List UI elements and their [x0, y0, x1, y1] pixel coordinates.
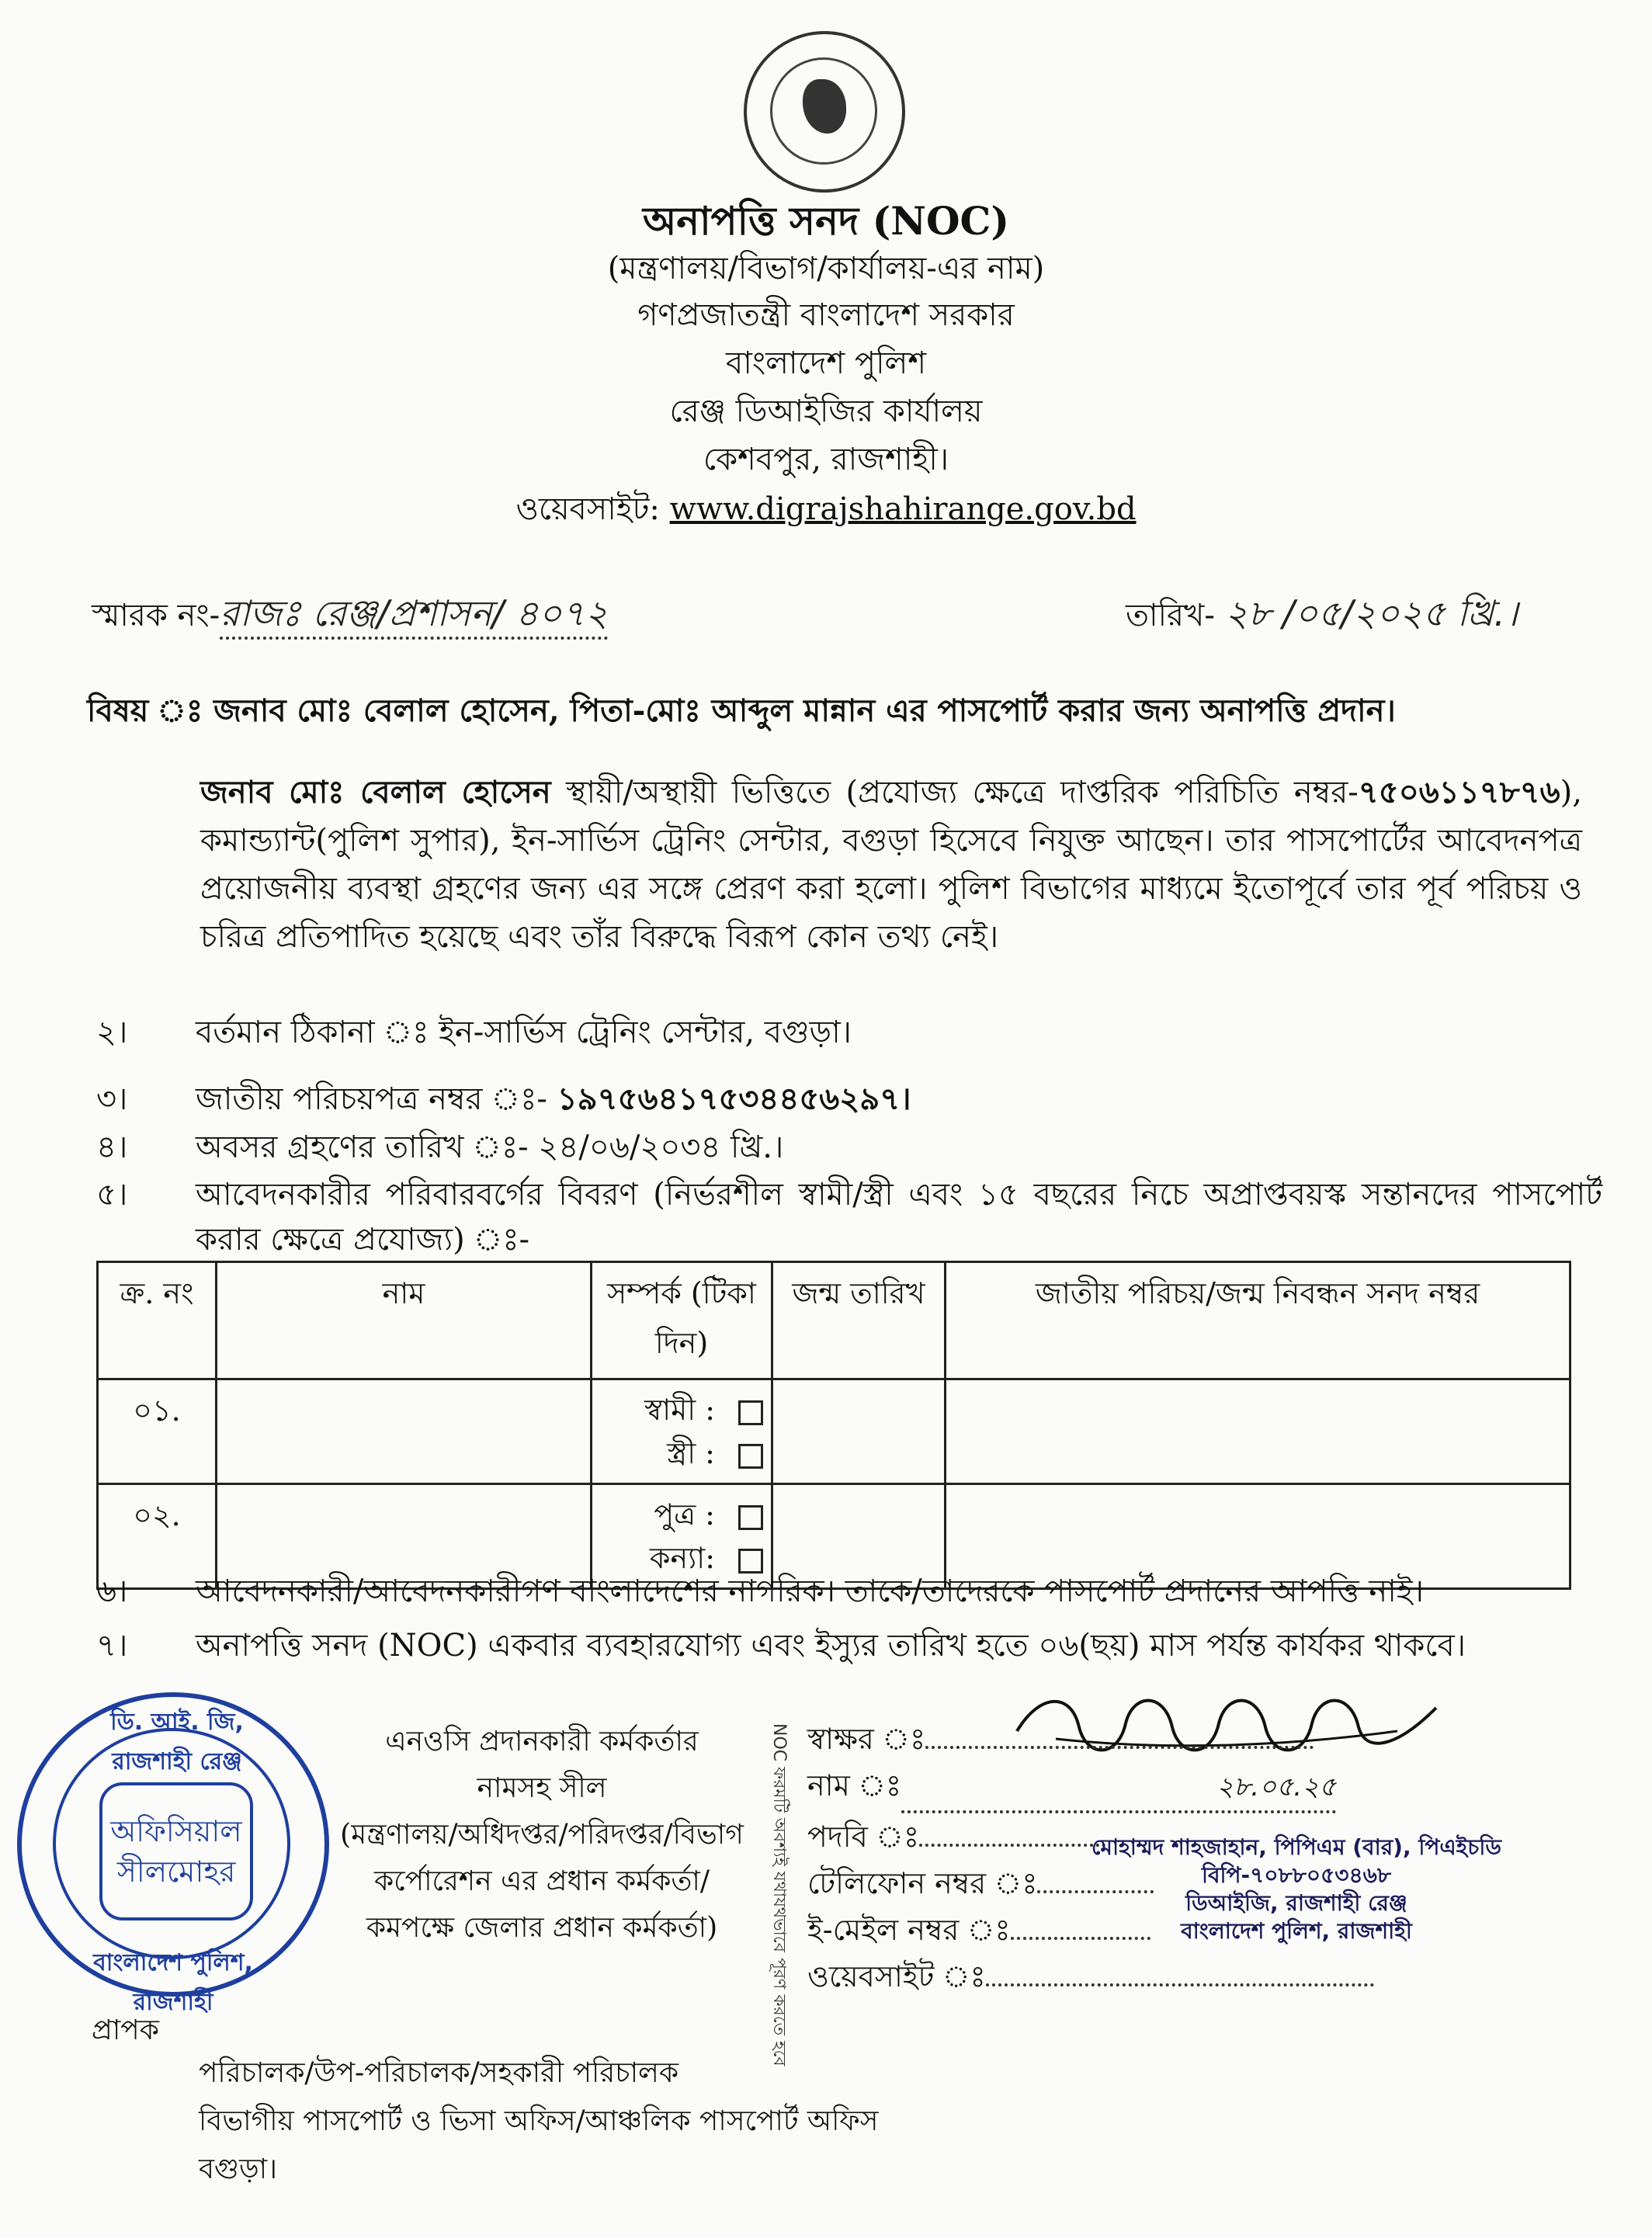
- officer-note-line: (মন্ত্রণালয়/অধিদপ্তর/পরিদপ্তর/বিভাগ: [340, 1819, 744, 1851]
- row-nid-cell[interactable]: [946, 1379, 1570, 1484]
- memo-label: স্মারক নং-: [92, 598, 220, 633]
- item-text: আবেদনকারী/আবেদনকারীগণ বাংলাদেশের নাগরিক। তাকে/তাদেরকে পাসপোর্ট প্রদানের আপত্তি নাই।: [196, 1574, 1425, 1609]
- field-label: পদবি ঃ: [807, 1820, 920, 1854]
- recipient-line: বিভাগীয় পাসপোর্ট ও ভিসা অফিস/আঞ্চলিক পাসপোর্ট অফিস: [199, 2105, 879, 2137]
- relation-label: কন্যা:: [649, 1541, 715, 1575]
- field-value[interactable]: ২৮.০৫.২৫: [901, 1764, 1336, 1813]
- field-signature: [807, 1716, 1646, 1762]
- officer-name-seal: [1079, 1834, 1514, 1945]
- stamp-center: [99, 1782, 253, 1921]
- checkbox[interactable]: [738, 1400, 763, 1425]
- stamp-text-line-2: সীলমোহর: [116, 1855, 236, 1889]
- item-6: [96, 1568, 1618, 1615]
- field-label: ই-মেইল নম্বর ঃ: [807, 1913, 1011, 1947]
- body-paragraph: [200, 769, 1582, 961]
- table-header-row: [98, 1262, 1570, 1379]
- field-label: ওয়েবসাইট ঃ: [807, 1959, 986, 1993]
- memo-value: রাজঃ রেঞ্জ/প্রশাসন/ ৪০৭২: [220, 590, 608, 640]
- date-value: ২৮ /০৫/২০২৫ খ্রি.।: [1224, 592, 1518, 634]
- col-nid: জাতীয় পরিচয়/জন্ম নিবন্ধন সনদ নম্বর: [946, 1262, 1570, 1379]
- government-seal: [744, 31, 905, 193]
- col-dob: জন্ম তারিখ: [772, 1262, 946, 1379]
- header-line-2: গণপ্রজাতন্ত্রী বাংলাদেশ সরকার: [637, 297, 1015, 333]
- row-dob-cell[interactable]: [772, 1379, 946, 1484]
- item-4: [96, 1124, 1602, 1171]
- checkbox[interactable]: [738, 1444, 763, 1469]
- document-title: অনাপত্তি সনদ (NOC): [643, 198, 1009, 244]
- relation-label: পুত্র :: [654, 1497, 715, 1532]
- officer-note-line: নামসহ সীল: [477, 1772, 607, 1804]
- officer-organization: বাংলাদেশ পুলিশ, রাজশাহী: [1181, 1918, 1412, 1944]
- date-label: তারিখ-: [1126, 598, 1215, 633]
- relation-label: স্ত্রী :: [667, 1436, 715, 1470]
- item-number: ২।: [96, 1015, 128, 1050]
- item-text: অবসর গ্রহণের তারিখ ঃ- ২৪/০৬/২০৩৪ খ্রি.।: [196, 1129, 784, 1165]
- officer-designation: ডিআইজি, রাজশাহী রেঞ্জ: [1185, 1890, 1407, 1916]
- applicant-name: জনাব মোঃ বেলাল হোসেন: [200, 774, 551, 810]
- item-3: [96, 1076, 1602, 1122]
- body-text-2: ), কমান্ড্যান্ট(পুলিশ সুপার), ইন-সার্ভিস ট্রেনিং সেন্টার, বগুড়া হিসেবে নিযুক্ত আছেন। তার পাসপোর্টের আবেদনপত্র প্রয়োজনীয় ব্যবস্থা গ্রহণের জন্য এর সঙ্গে প্রেরণ করা হলো। পুলিশ বিভাগের মাধ্যমে ইতোপূর্বে তার পূর্ব পরিচয় ও চরিত্র প্রতিপাদিত হয়েছে এবং তাঁর বিরুদ্ধে বিরূপ কোন তথ্য নেই।: [200, 775, 1582, 955]
- item-text: বর্তমান ঠিকানা ঃ ইন-সার্ভিস ট্রেনিং সেন্টার, বগুড়া।: [196, 1015, 852, 1050]
- recipient-label: প্রাপক: [92, 2014, 159, 2046]
- official-id: ৭৫০৬১১৭৮৭৬: [1358, 774, 1560, 810]
- row-name-cell[interactable]: [217, 1379, 592, 1484]
- field-label: নাম ঃ: [807, 1768, 902, 1803]
- official-stamp: [17, 1692, 329, 2016]
- row-serial: ০১.: [98, 1379, 217, 1484]
- header-line-1: (মন্ত্রণালয়/বিভাগ/কার্যালয়-এর নাম): [607, 251, 1045, 286]
- relation-label: স্বামী :: [644, 1393, 715, 1427]
- recipient-block: [199, 2049, 878, 2194]
- item-number: ৪।: [96, 1129, 128, 1165]
- header-line-5: কেশবপুর, রাজশাহী।: [703, 442, 949, 477]
- recipient-line: বগুড়া।: [199, 2153, 277, 2185]
- field-line[interactable]: [986, 1983, 1374, 1986]
- website-link[interactable]: www.digrajshahirange.gov.bd: [669, 491, 1137, 527]
- item-number: ৩।: [96, 1081, 128, 1117]
- officer-note-line: কমপক্ষে জেলার প্রধান কর্মকর্তা): [366, 1912, 718, 1944]
- field-label: টেলিফোন নম্বর ঃ: [807, 1866, 1038, 1900]
- item-7: [96, 1622, 1618, 1669]
- item-2: [96, 1009, 1602, 1056]
- col-relation: সম্পর্ক (টিকা দিন): [592, 1262, 772, 1379]
- website-label: ওয়েবসাইট:: [515, 491, 660, 527]
- family-table: [96, 1261, 1571, 1590]
- stamp-text-line-1: অফিসিয়াল: [110, 1814, 242, 1848]
- item-text: আবেদনকারীর পরিবারবর্গের বিবরণ (নির্ভরশীল স্বামী/স্ত্রী এবং ১৫ বছরের নিচে অপ্রাপ্তবয়স্ক সন্তানদের পাসপোর্ট করার ক্ষেত্রে প্রযোজ্য) ঃ-: [196, 1177, 1602, 1258]
- item-number: ৭।: [96, 1628, 128, 1664]
- stamp-ring-top-text: ডি. আই. জি, রাজশাহী রেঞ্জ: [110, 1709, 244, 1775]
- item-5: [96, 1172, 1602, 1262]
- officer-note-line: কর্পোরেশন এর প্রধান কর্মকর্তা/: [373, 1865, 710, 1897]
- checkbox[interactable]: [738, 1505, 763, 1530]
- field-website: [807, 1953, 1646, 2000]
- row-relation-cell: [592, 1379, 772, 1484]
- nid-number: ১৯৭৫৬৪১৭৫৩৪৪৫৬২৯৭।: [557, 1081, 911, 1117]
- row-serial: ০২.: [98, 1484, 217, 1589]
- date-row: [1126, 590, 1518, 639]
- item-text: জাতীয় পরিচয়পত্র নম্বর ঃ-: [196, 1081, 557, 1117]
- body-text-1: স্থায়ী/অস্থায়ী ভিত্তিতে (প্রযোজ্য ক্ষেত্রে দাপ্তরিক পরিচিতি নম্বর-: [550, 775, 1359, 810]
- item-text: অনাপত্তি সনদ (NOC) একবার ব্যবহারযোগ্য এবং ইস্যুর তারিখ হতে ০৬(ছয়) মাস পর্যন্ত কার্যকর থাকবে।: [196, 1628, 1466, 1664]
- vertical-note: NOC ফরমটি অবশ্যই যথাযথভাবে পূরণ করতে হবে: [769, 1723, 789, 2066]
- col-serial: ক্র. নং: [98, 1262, 217, 1379]
- field-line[interactable]: [919, 1844, 1105, 1847]
- field-label: স্বাক্ষর ঃ: [807, 1722, 926, 1756]
- field-name: [807, 1762, 1646, 1813]
- col-name: নাম: [217, 1262, 592, 1379]
- header-line-3: বাংলাদেশ পুলিশ: [725, 345, 927, 381]
- subject-line: বিষয় ঃ জনাব মোঃ বেলাল হোসেন, পিতা-মোঃ আব্দুল মান্নান এর পাসপোর্ট করার জন্য অনাপত্তি প্রদান।: [87, 692, 1396, 729]
- officer-bp-number: বিপি-৭০৮৮০৫৩৪৬৮: [1201, 1862, 1392, 1888]
- field-line[interactable]: [925, 1746, 1314, 1749]
- table-row: [98, 1379, 1570, 1484]
- officer-note-line: এনওসি প্রদানকারী কর্মকর্তার: [385, 1726, 699, 1757]
- officer-note: [324, 1719, 759, 1952]
- item-number: ৬।: [96, 1574, 128, 1609]
- website-line: [0, 488, 1652, 531]
- stamp-ring-bottom-text: বাংলাদেশ পুলিশ, রাজশাহী: [93, 1949, 253, 2016]
- recipient-line: পরিচালক/উপ-পরিচালক/সহকারী পরিচালক: [199, 2057, 679, 2089]
- item-number: ৫।: [96, 1177, 128, 1213]
- header-line-4: রেঞ্জ ডিআইজির কার্যালয়: [669, 394, 983, 429]
- memo-row: [92, 590, 608, 640]
- officer-name: মোহাম্মদ শাহজাহান, পিপিএম (বার), পিএইচডি: [1092, 1834, 1501, 1860]
